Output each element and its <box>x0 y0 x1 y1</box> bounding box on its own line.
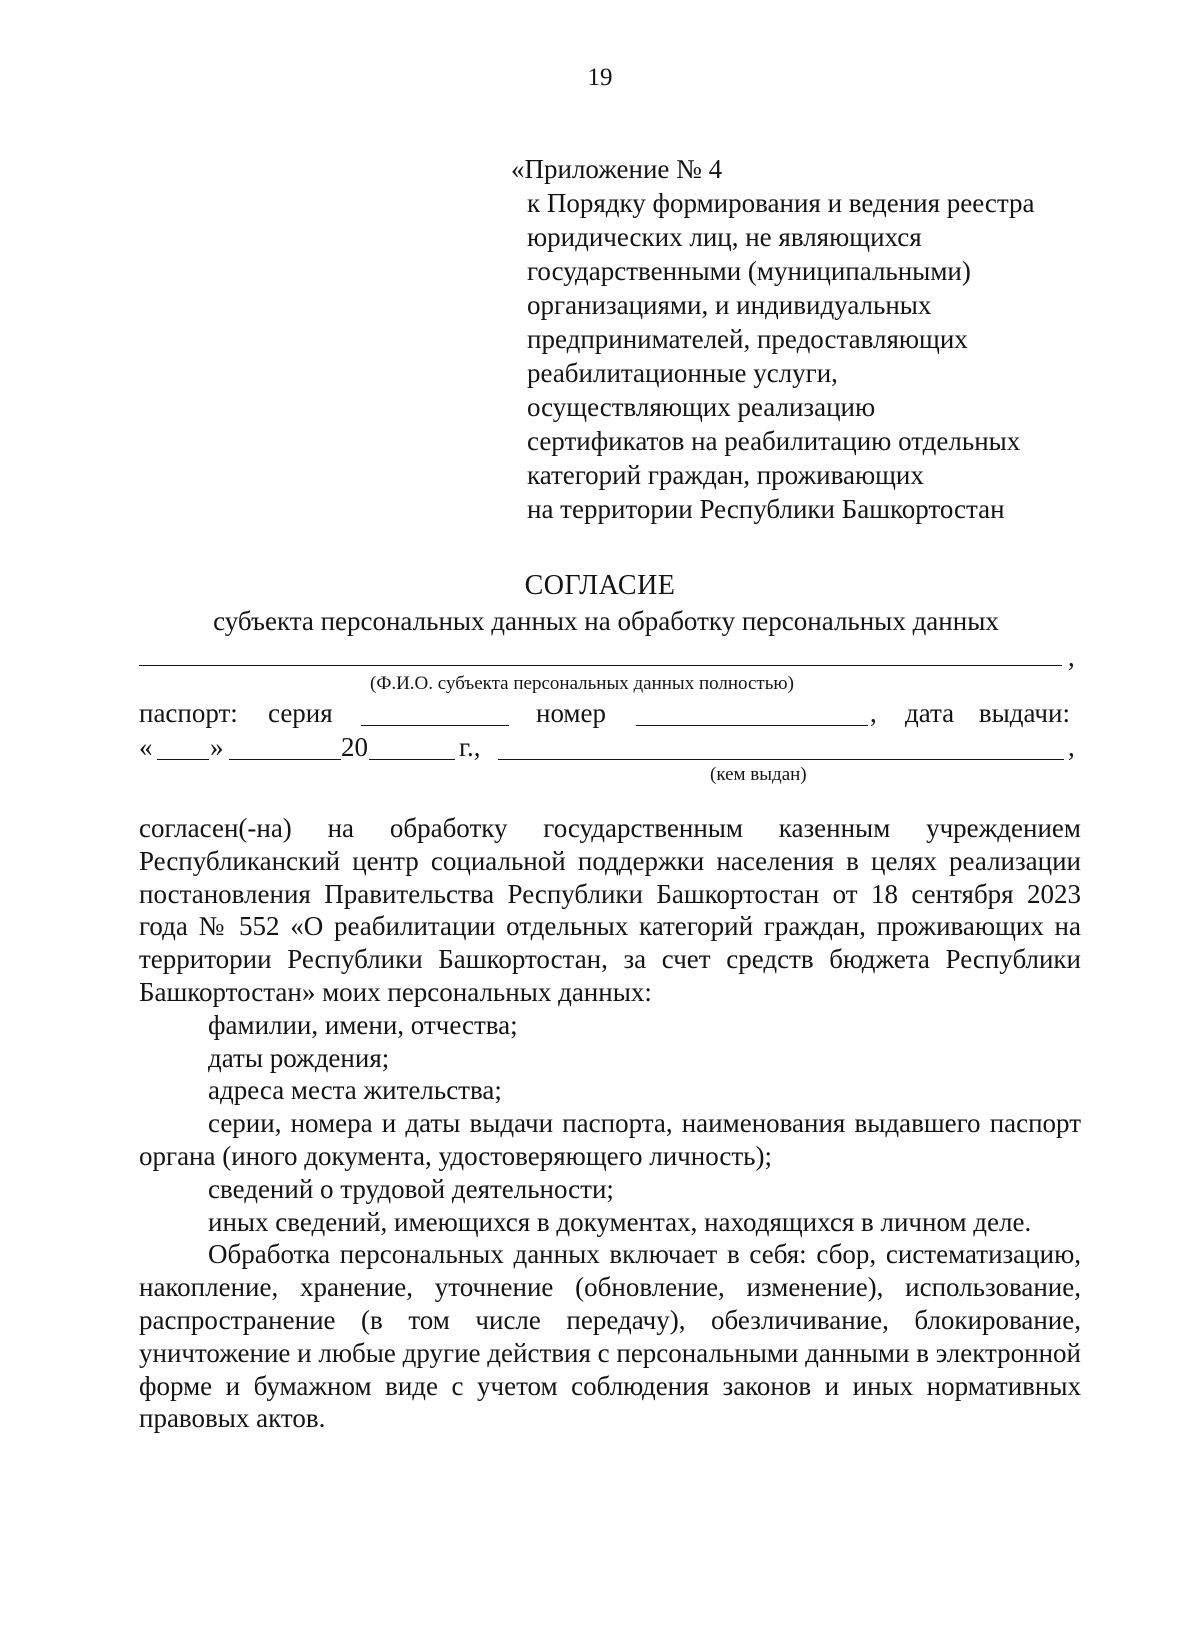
full-name-caption: (Ф.И.О. субъекта персональных данных полностью) <box>370 673 794 694</box>
issue-day-field[interactable] <box>157 759 209 760</box>
issuer-comma: , <box>1068 732 1075 762</box>
series-field[interactable] <box>361 725 509 726</box>
issue-year-field[interactable] <box>369 759 455 760</box>
data-item: серии, номера и даты выдачи паспорта, наименования выдавшего паспорт органа (иного документа, удостоверяющего личность); <box>139 1108 1081 1171</box>
data-item: сведений о трудовой деятельности; <box>208 1173 614 1204</box>
number-field[interactable] <box>636 725 868 726</box>
data-item: даты рождения; <box>208 1042 390 1073</box>
appendix-line: сертификатов на реабилитацию отдельных <box>527 426 1021 456</box>
issuer-caption: (кем выдан) <box>710 764 807 785</box>
page-number: 19 <box>587 64 613 91</box>
appendix-line: «Приложение № 4 <box>511 154 723 184</box>
appendix-line: предпринимателей, предоставляющих <box>527 324 968 354</box>
document-title: СОГЛАСИЕ <box>524 570 676 601</box>
data-item: иных сведений, имеющихся в документах, находящихся в личном деле. <box>208 1206 1032 1237</box>
appendix-line: осуществляющих реализацию <box>527 392 876 422</box>
data-item: фамилии, имени, отчества; <box>208 1009 518 1040</box>
full-name-comma: , <box>1068 642 1075 672</box>
processing-paragraph: Обработка персональных данных включает в себя: сбор, систематизацию, накопление, хранение, уточнение (обновление, изменение), использование, распространение (в том числе передачу), обезличивание, блокирование, уничтожение и любые другие действия с персональными данными в электронной форме и бумажном виде с учетом соблюдения законов и иных нормативных правовых актов. <box>139 1239 1081 1434</box>
issue-date-label: дата выдачи: <box>905 698 1070 728</box>
date-quote-open: « <box>139 732 153 762</box>
year-suffix: г., <box>459 732 481 762</box>
appendix-line: государственными (муниципальными) <box>527 256 971 286</box>
appendix-line: реабилитационные услуги, <box>527 358 838 388</box>
number-label: номер <box>536 698 607 728</box>
appendix-line: на территории Республики Башкортостан <box>527 494 1005 524</box>
series-label: серия <box>268 698 333 728</box>
year-prefix: 20 <box>341 732 368 762</box>
issuer-field[interactable] <box>498 759 1064 760</box>
appendix-line: к Порядку формирования и ведения реестра <box>527 188 1035 218</box>
passport-label: паспорт: <box>139 698 238 728</box>
appendix-line: категорий граждан, проживающих <box>527 460 924 490</box>
consent-intro-paragraph: согласен(-на) на обработку государственным казенным учреждением Республиканский центр социальной поддержки населения в целях реализации постановления Правительства Республики Башкортостан от 18 сентября 2023 года № 552 «О реабилитации отдельных категорий граждан, проживающих на территории Республики Башкортостан, за счет средств бюджета Республики Башкортостан» моих персональных данных: <box>139 813 1081 1007</box>
consent-body <box>139 812 1081 1435</box>
appendix-line: юридических лиц, не являющихся <box>527 222 922 252</box>
data-item: адреса места жительства; <box>208 1075 502 1106</box>
date-quote-close: » <box>210 732 224 762</box>
issue-month-field[interactable] <box>229 759 341 760</box>
appendix-line: организациями, и индивидуальных <box>527 290 932 320</box>
document-subtitle: субъекта персональных данных на обработку персональных данных <box>213 606 999 636</box>
full-name-field[interactable] <box>139 665 1062 666</box>
number-comma: , <box>870 698 877 728</box>
appendix-header <box>511 152 1035 526</box>
